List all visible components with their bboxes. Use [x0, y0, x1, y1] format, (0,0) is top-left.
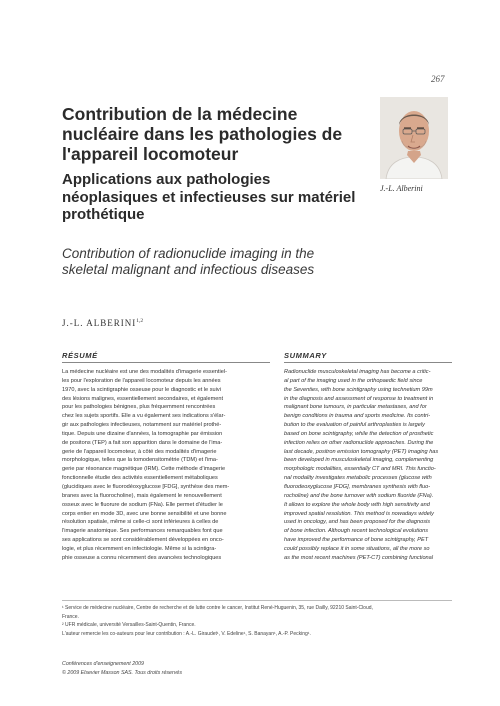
summary-text-line: al part of the imaging used in the orthopaedic field since	[284, 377, 423, 384]
summary-text-line: Radionuclide musculoskeletal imaging has become a critic-	[284, 369, 431, 375]
footnote-line: L'auteur remercie les co-auteurs pour leur contribution : A.-L. Giraudet¹, V. Edeline¹, S. Banayan¹, A.-P. Pecking¹.	[62, 630, 311, 637]
summary-text-line: the Seventies, with bone scintigraphy using technetium 99m	[284, 386, 433, 393]
resume-text-line: osseux avec le fluorure de sodium (FNa). Elle permet d'étudier le	[62, 501, 223, 508]
summary-text-line: It allows to explore the whole body with high sensitivity and	[284, 501, 430, 508]
publication-line: © 2009 Elsevier Masson SAS. Tous droits réservés	[62, 669, 182, 676]
summary-text-line: benign conditions in trauma and sports medicine. Its contri-	[284, 413, 431, 420]
summary-text-line: used in oncology, and has been proposed for the diagnosis	[284, 519, 431, 526]
author-name: J.-L. ALBERINI	[62, 318, 137, 328]
resume-heading: RÉSUMÉ	[62, 351, 270, 363]
resume-text-line: phie osseuse a connu récemment des avancées technologiques	[62, 554, 222, 561]
summary-text-line: improved spatial resolution. This method is nowadays widely	[284, 510, 434, 517]
resume-text-line: résolution spatiale, même si celle-ci sont inférieures à celles de	[62, 519, 219, 526]
summary-body	[284, 368, 452, 563]
summary-text-line: morphologic modalities, essentially CT and MRI. This functio-	[284, 466, 436, 473]
english-title: Contribution of radionuclide imaging in the skeletal malignant and infectious diseases	[62, 246, 315, 277]
summary-text-line: been developed in musculoskeletal imaging, complementing	[284, 457, 434, 464]
resume-text-line: ses applications se sont considérablement développées en onco-	[62, 537, 224, 544]
photo-caption: J.-L. Alberini	[380, 184, 423, 193]
resume-text-line: branes avec la fluorocholine), mais également le renouvellement	[62, 492, 222, 499]
summary-text-line: malignant bone tumours, in particular metastases, and for	[284, 404, 427, 411]
summary-text-line: fluorodeoxyglucose [FDG], membranes synthesis with fluo-	[284, 483, 431, 490]
resume-text-line: gir aux pathologies infectieuses, notamment sur matériel prothé-	[62, 422, 222, 429]
summary-text-line: infection relies on other radionuclide approaches. During the	[284, 439, 434, 446]
resume-text-line: 1970, avec la scintigraphie osseuse pour le diagnostic et le suivi	[62, 386, 221, 393]
resume-text-line: logie, et plus récemment en infectiologie. Même si la scintigra-	[62, 545, 217, 552]
footnotes	[62, 604, 457, 638]
resume-body	[62, 368, 270, 563]
footnote-line: ¹ Service de médecine nucléaire, Centre de recherche et de lutte contre le cancer, Institut René-Huguenin, 35, rue Dailly, 92210 Saint-Cloud,	[62, 605, 373, 611]
resume-text-line: de positons (TEP) a fait son apparition dans le domaine de l'ima-	[62, 439, 223, 446]
author-line	[62, 318, 143, 328]
author-portrait-image	[380, 97, 448, 179]
summary-text-line: bution to the evaluation of painful arthroplasties is largely	[284, 422, 425, 429]
summary-text-line: as the most recent machines (PET-CT) combining functional	[284, 554, 434, 561]
resume-text-line: des lésions malignes, essentiellement secondaires, et également	[62, 395, 224, 402]
summary-text-line: last decade, positron emission tomography (PET) imaging has	[284, 448, 439, 455]
summary-text-line: of bone infection. Although recent technological evolutions	[284, 528, 429, 535]
resume-text-line: fonctionnelle étudie des activités essentiellement métaboliques	[62, 475, 218, 482]
article-subtitle: Applications aux pathologies néoplasiques et infectieuses sur matériel prothétique	[62, 171, 356, 223]
resume-text-line: gerie de l'appareil locomoteur, à côté des modalités d'imagerie	[62, 448, 217, 455]
resume-text-line: La médecine nucléaire est une des modalités d'imagerie essentiel-	[62, 369, 227, 375]
publication-info	[62, 660, 182, 677]
summary-text-line: based on bone scintigraphy, while the detection of prosthetic	[284, 430, 434, 437]
resume-text-line: corps entier en mode 3D, avec une bonne sensibilité et une bonne	[62, 510, 227, 517]
article-title: Contribution de la médecine nucléaire dans les pathologies de l'appareil locomoteur	[62, 104, 343, 164]
resume-text-line: morphologique, telles que la tomodensitométrie (TDM) et l'ima-	[62, 457, 218, 464]
author-affiliation-marks: 1,2	[136, 318, 144, 324]
summary-text-line: could possibly replace it in some situations, all the more so	[284, 545, 430, 552]
author-photo	[380, 97, 448, 179]
footnote-line: ² UFR médicale, université Versailles-Saint-Quentin, France.	[62, 622, 196, 628]
summary-heading: SUMMARY	[284, 351, 452, 363]
resume-text-line: les pour l'exploration de l'appareil locomoteur depuis les années	[62, 377, 221, 384]
resume-text-line: l'imagerie anatomique. Ses performances remarquables font que	[62, 528, 223, 535]
resume-text-line: tique. Depuis une dizaine d'années, la tomographie par émission	[62, 430, 223, 437]
summary-text-line: rocholine) and the bone turnover with sodium fluoride (FNa).	[284, 492, 434, 499]
page-number: 267	[431, 74, 445, 84]
publication-line: Conférences d'enseignement 2009	[62, 661, 144, 667]
summary-text-line: in the diagnosis and assessment of response to treatment in	[284, 395, 434, 402]
footnote-divider	[62, 600, 452, 601]
resume-text-line: pour les pathologies bénignes, plus fréquemment rencontrées	[62, 404, 216, 411]
summary-text-line: nal modality investigates metabolic processes (glucose with	[284, 475, 432, 482]
footnote-line: France.	[62, 613, 79, 620]
resume-text-line: gerie par résonance magnétique (IRM). Cette méthode d'imagerie	[62, 466, 226, 473]
resume-text-line: (glucidiques avec le fluorodéoxyglucose [FDG], synthèse des mem-	[62, 483, 230, 490]
resume-text-line: chez les sujets sportifs. Elle a vu également ses indications s'élar-	[62, 413, 226, 420]
summary-text-line: have improved the performance of bone scintigraphy, PET	[284, 537, 429, 544]
